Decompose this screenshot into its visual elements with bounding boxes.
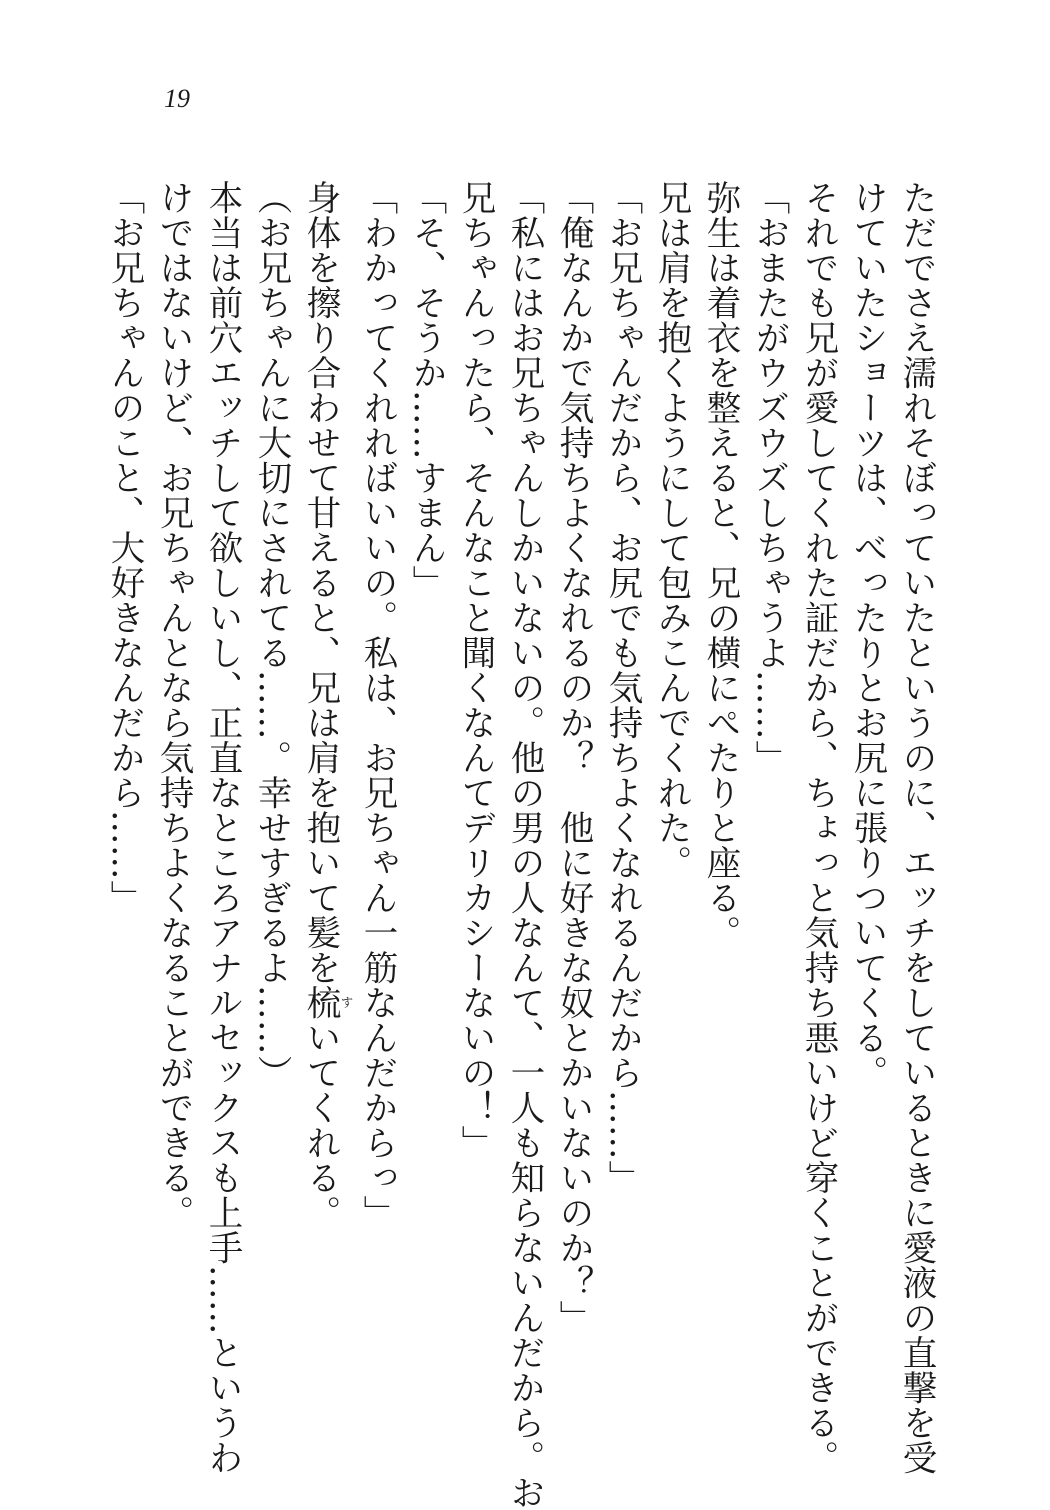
page-number: 19 bbox=[164, 84, 190, 113]
text-line-with-ruby bbox=[295, 180, 352, 1365]
text-line: 「お兄ちゃんだから、お尻でも気持ちよくなれるんだから……」 bbox=[602, 180, 642, 1195]
text-line: 「お兄ちゃんのこと、大好きなんだから……」 bbox=[104, 180, 144, 915]
text-line: けではないけど、お兄ちゃんとなら気持ちよくなることができる。 bbox=[153, 180, 193, 1230]
text-line: 「そ、そうか……すまん」 bbox=[406, 180, 446, 600]
ruby-annotation bbox=[300, 985, 353, 1020]
text-line: 「わかってくれればいいの。私は、お兄ちゃん一筋なんだからっ」 bbox=[357, 180, 397, 1230]
body-text bbox=[99, 180, 940, 1510]
text-line: 兄ちゃんったら、そんなこと聞くなんてデリカシーないの！」 bbox=[455, 180, 495, 1160]
text-segment: いてくれる。 bbox=[300, 1020, 340, 1230]
text-line: けていたショーツは、べったりとお尻に張りついてくる。 bbox=[847, 180, 887, 1090]
text-line: 「俺なんかで気持ちよくなれるのか？ 他に好きな奴とかいないのか？」 bbox=[553, 180, 593, 1335]
text-line: それでも兄が愛してくれた証だから、ちょっと気持ち悪いけど穿くことができる。 bbox=[798, 180, 838, 1475]
text-line: 本当は前穴エッチして欲しいし、正直なところアナルセックスも上手……というわ bbox=[202, 180, 242, 1475]
text-line: 兄は肩を抱くようにして包みこんでくれた。 bbox=[651, 180, 691, 880]
text-segment: 身体を擦り合わせて甘えると、兄は肩を抱いて髪を bbox=[300, 180, 340, 985]
ruby-reading: す bbox=[337, 985, 353, 1020]
text-line: 弥生は着衣を整えると、兄の横にぺたりと座る。 bbox=[700, 180, 740, 950]
text-line: （お兄ちゃんに大切にされてる……。幸せすぎるよ……） bbox=[251, 180, 291, 1090]
text-line: ただでさえ濡れそぼっていたというのに、エッチをしているときに愛液の直撃を受 bbox=[896, 180, 936, 1475]
ruby-base: 梳 bbox=[300, 985, 340, 1020]
text-line: 「私にはお兄ちゃんしかいないの。他の男の人なんて、一人も知らないんだから。お bbox=[504, 180, 544, 1510]
text-line: 「おまたがウズウズしちゃうよ……」 bbox=[749, 180, 789, 775]
